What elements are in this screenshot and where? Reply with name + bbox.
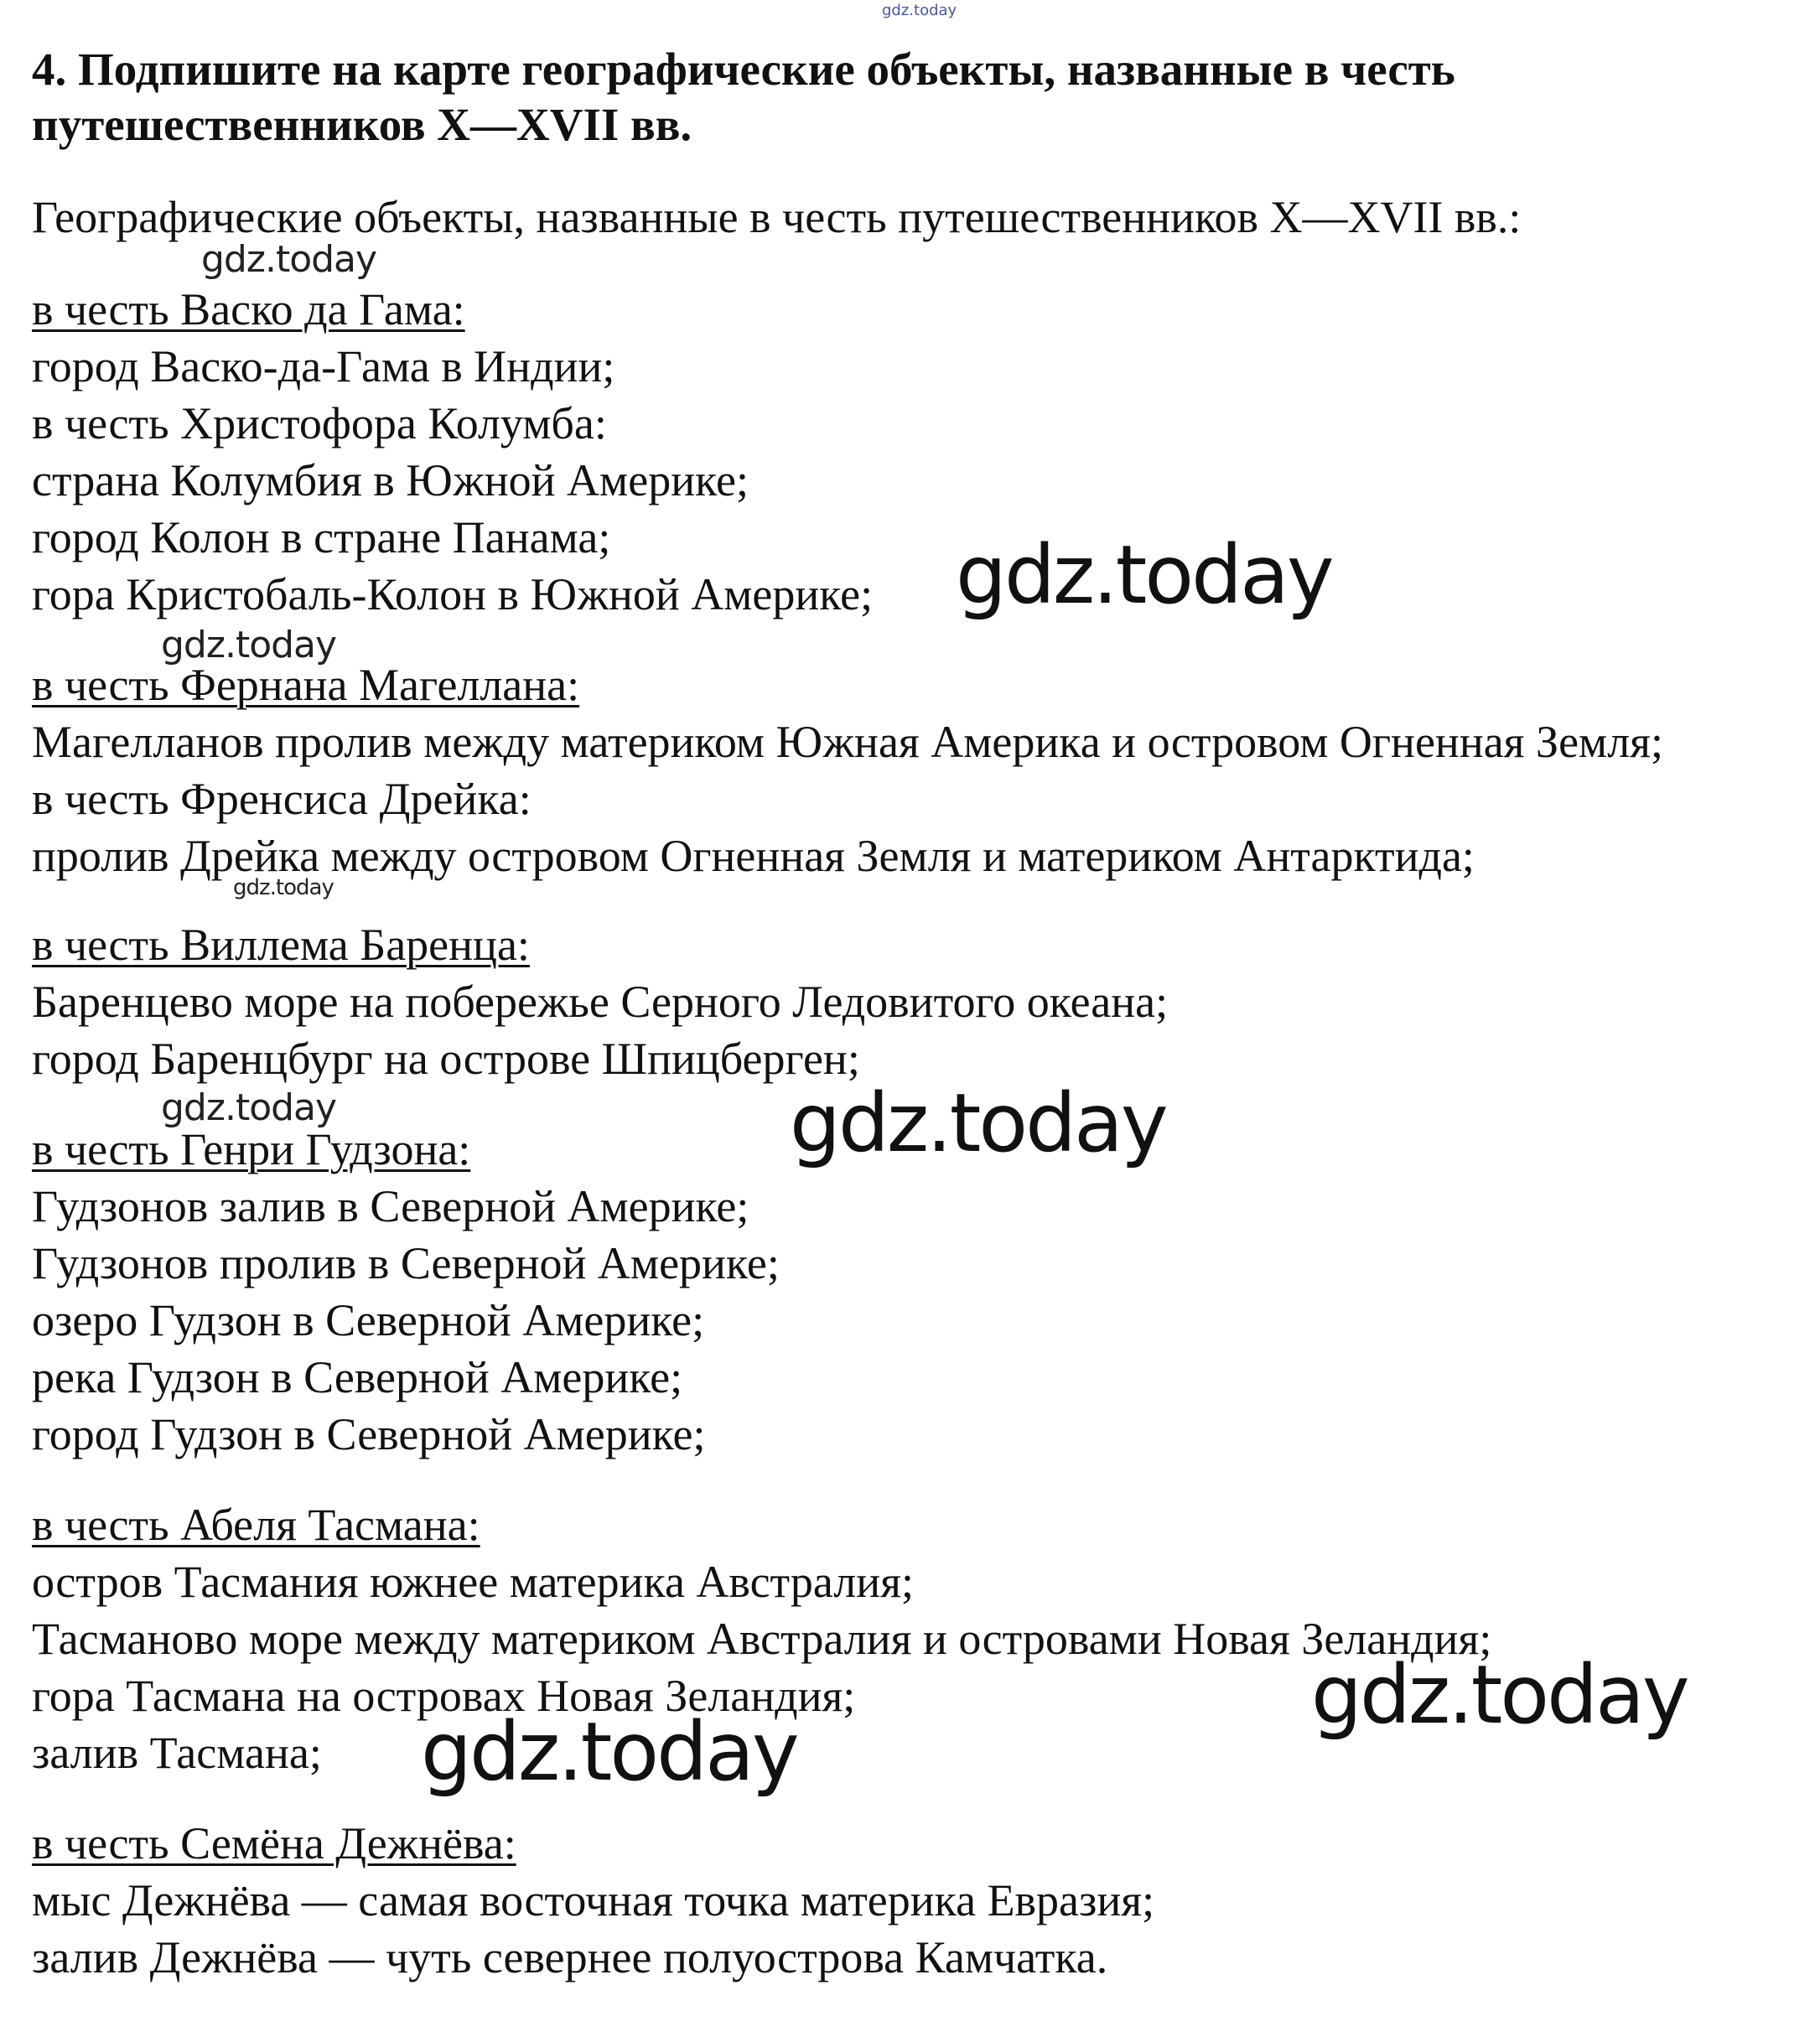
list-item: залив Тасмана; (32, 1728, 322, 1778)
top-watermark: gdz.today (882, 2, 957, 19)
list-item: гора Тасмана на островах Новая Зеландия; (32, 1671, 856, 1721)
list-item: мыс Дежнёва — самая восточная точка материка Евразия; (32, 1875, 1155, 1925)
section-heading-dezhnev: в честь Семёна Дежнёва: (32, 1818, 516, 1868)
list-item: пролив Дрейка между островом Огненная Земля и материком Антарктида; (32, 831, 1475, 881)
list-item: река Гудзон в Северной Америке; (32, 1352, 683, 1402)
list-item: город Баренцбург на острове Шпицберген; (32, 1034, 860, 1084)
section-heading-magellan: в честь Фернана Магеллана: (32, 660, 580, 710)
list-item: остров Тасмания южнее материка Австралия; (32, 1557, 914, 1607)
section-heading-barents: в честь Виллема Баренца: (32, 920, 530, 970)
list-item: город Колон в стране Панама; (32, 512, 611, 562)
list-item: Гудзонов залив в Северной Америке; (32, 1181, 749, 1231)
watermark: gdz.today (956, 528, 1332, 622)
watermark: gdz.today (421, 1705, 797, 1799)
section-heading-vasco-da-gama: в честь Васко да Гама: (32, 284, 465, 334)
intro-line: Географические объекты, названные в честь путешественников X—XVII вв.: (32, 192, 1522, 242)
list-item: залив Дежнёва — чуть севернее полуострова Камчатка. (32, 1932, 1108, 1982)
watermark: gdz.today (201, 238, 377, 281)
list-item: Тасманово море между материком Австралия и островами Новая Зеландия; (32, 1614, 1492, 1664)
list-item: озеро Гудзон в Северной Америке; (32, 1295, 705, 1345)
list-item: Магелланов пролив между материком Южная Америка и островом Огненная Земля; (32, 717, 1664, 767)
list-item: Баренцево море на побережье Серного Ледовитого океана; (32, 977, 1169, 1027)
section-heading-hudson: в честь Генри Гудзона: (32, 1124, 471, 1174)
task-title: 4. Подпишите на карте географические объекты, названные в честь путешественников X—XVII вв. (32, 44, 1455, 150)
watermark: gdz.today (161, 1086, 337, 1129)
section-heading-columbus: в честь Христофора Колумба: (32, 398, 607, 448)
watermark: gdz.today (1311, 1648, 1688, 1742)
watermark: gdz.today (790, 1076, 1166, 1170)
section-heading-drake: в честь Френсиса Дрейка: (32, 774, 531, 824)
list-item: страна Колумбия в Южной Америке; (32, 455, 749, 505)
watermark: gdz.today (161, 624, 337, 666)
list-item: город Васко-да-Гама в Индии; (32, 341, 615, 391)
section-heading-tasman: в честь Абеля Тасмана: (32, 1500, 480, 1550)
list-item: город Гудзон в Северной Америке; (32, 1409, 706, 1459)
list-item: гора Кристобаль-Колон в Южной Америке; (32, 569, 874, 619)
list-item: Гудзонов пролив в Северной Америке; (32, 1238, 780, 1288)
watermark: gdz.today (233, 875, 334, 900)
